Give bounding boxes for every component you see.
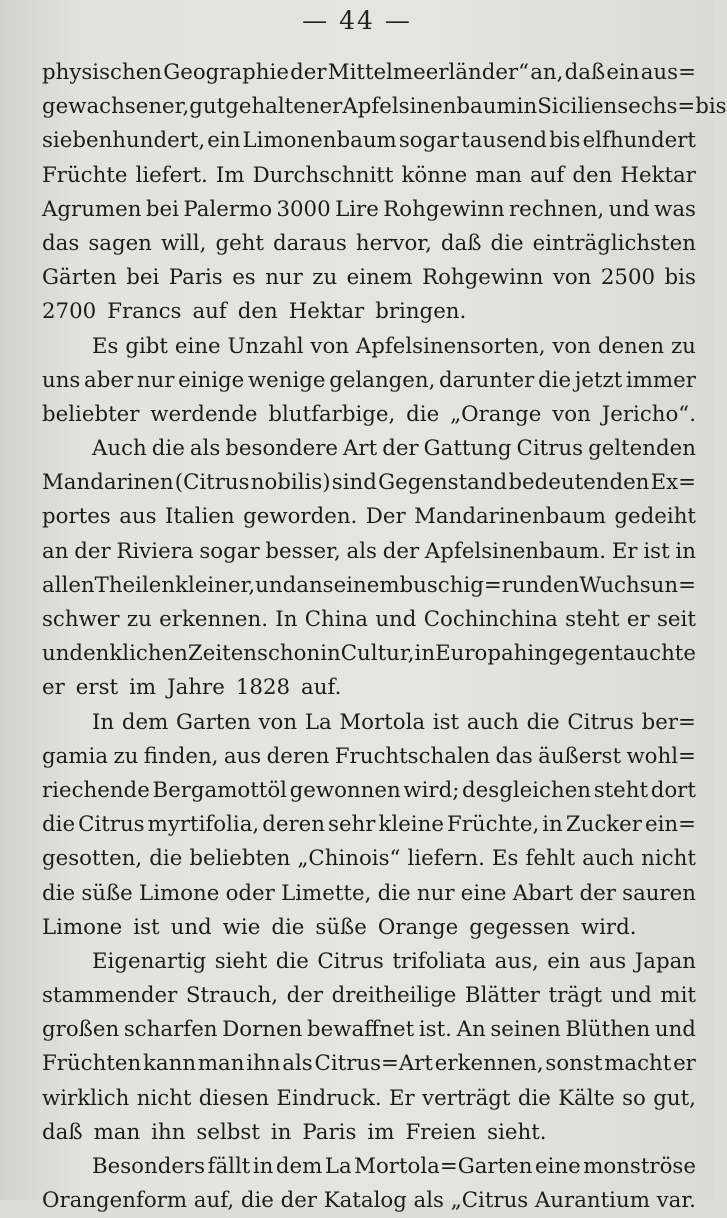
text-line: die süße Limone oder Limette, die nur eine Abart der sauren [42, 880, 696, 906]
text-line: die Citrus myrtifolia, deren sehr kleine Früchte, in Zucker ein= [42, 812, 696, 838]
text-line: Auch die als besondere Art der Gattung Citrus geltenden [92, 436, 696, 462]
text-line: Besonders fällt in dem La Mortola=Garten eine monströse [92, 1154, 696, 1179]
text-line: physischen Geographie der Mittelmeerländer“ an, daß ein aus= [42, 60, 696, 85]
text-line: 2700 Francs auf den Hektar bringen. [42, 299, 467, 325]
text-line: gamia zu finden, aus deren Fruchtschalen das äußerst wohl= [42, 743, 696, 769]
text-line: riechende Bergamottöl gewonnen wird; desgleichen steht dort [42, 777, 696, 803]
text-line: Agrumen bei Palermo 3000 Lire Rohgewinn rechnen, und was [42, 196, 696, 222]
text-line: portes aus Italien geworden. Der Mandarinenbaum gedeiht [42, 504, 696, 530]
text-line: wirklich nicht diesen Eindruck. Er verträgt die Kälte so gut, [42, 1085, 696, 1111]
text-line: an der Riviera sogar besser, als der Apfelsinenbaum. Er ist in [42, 538, 696, 564]
text-line: Früchten kann man ihn als Citrus=Art erkennen, sonst macht er [42, 1051, 696, 1077]
text-line: gewachsener, gut gehaltener Apfelsinenbaum in Sicilien sechs= bis [42, 94, 727, 120]
text-line: das sagen will, geht daraus hervor, daß die einträglichsten [42, 230, 696, 256]
text-line: Eigenartig sieht die Citrus trifoliata aus, ein aus Japan [92, 948, 696, 974]
text-line: undenklichen Zeiten schon in Cultur, in Europa hingegen tauchte [42, 641, 696, 667]
text-line: beliebter werdende blutfarbige, die „Orange von Jericho“. [42, 401, 696, 427]
text-line: Früchte liefert. Im Durchschnitt könne man auf den Hektar [42, 162, 696, 188]
text-line: siebenhundert, ein Limonenbaum sogar tausend bis elfhundert [42, 128, 696, 154]
text-line: Es gibt eine Unzahl von Apfelsinensorten, von denen zu [92, 333, 696, 359]
text-line: In dem Garten von La Mortola ist auch die Citrus ber= [92, 709, 696, 735]
text-line: schwer zu erkennen. In China und Cochinchina steht er seit [42, 607, 696, 632]
text-line: Orangenform auf, die der Katalog als „Citrus Aurantium var. [42, 1188, 696, 1214]
text-line: uns aber nur einige wenige gelangen, darunter die jetzt immer [42, 367, 696, 393]
text-line: gesotten, die beliebten „Chinois“ liefern. Es fehlt auch nicht [42, 846, 696, 872]
text-line: Limone ist und wie die süße Orange gegessen wird. [42, 914, 637, 940]
text-line: daß man ihn selbst in Paris im Freien sieht. [42, 1119, 547, 1145]
body-text [42, 56, 727, 1218]
text-line: stammender Strauch, der dreitheilige Blätter trägt und mit [42, 983, 696, 1009]
text-line: Mandarinen (Citrus nobilis) sind Gegenstand bedeutenden Ex= [42, 470, 696, 496]
text-line: er erst im Jahre 1828 auf. [42, 675, 342, 701]
page-number: — 44 — [302, 6, 412, 35]
text-line: großen scharfen Dornen bewaffnet ist. An seinen Blüthen und [42, 1017, 696, 1043]
text-line: Gärten bei Paris es nur zu einem Rohgewinn von 2500 bis [42, 265, 696, 291]
text-line: allen Theilen kleiner, und an seinem buschig=runden Wuchs un= [42, 572, 696, 598]
